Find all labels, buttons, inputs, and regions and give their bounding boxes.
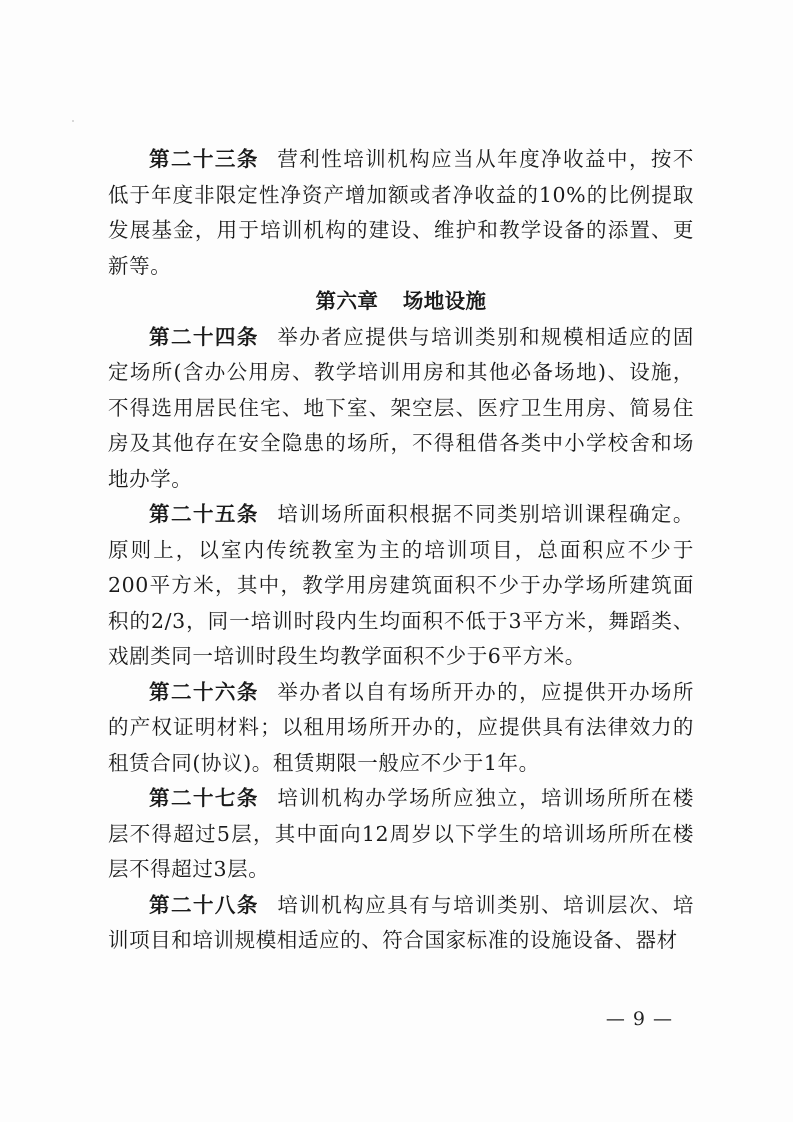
article-text: 培训场所面积根据不同类别培训课程确定。原则上，以室内传统教室为主的培训项目，总面积应不少于200平方米，其中，教学用房建筑面积不少于办学场所建筑面积的2/3，同一培训时段内生均面积不低于3平方米，舞蹈类、戏剧类同一培训时段生均教学面积不少于6平方米。 [108, 502, 695, 668]
article-text: 举办者应提供与培训类别和规模相适应的固定场所(含办公用房、教学培训用房和其他必备场地)、设施，不得选用居民住宅、地下室、架空层、医疗卫生用房、简易住房及其他存在安全隐患的场所，不得租借各类中小学校舍和场地办学。 [108, 324, 695, 491]
article-text: 营利性培训机构应当从年度净收益中，按不低于年度非限定性净资产增加额或者净收益的10%的比例提取发展基金，用于培训机构的建设、维护和教学设备的添置、更新等。 [108, 147, 695, 278]
scan-speck [72, 120, 74, 122]
article-27 [108, 781, 694, 888]
article-number: 第二十七条 [149, 786, 259, 810]
article-text: 培训机构办学场所应独立，培训场所所在楼层不得超过5层，其中面向12周岁以下学生的培训场所所在楼层不得超过3层。 [108, 786, 695, 881]
article-text: 培训机构应具有与培训类别、培训层次、培训项目和培训规模相适应的、符合国家标准的设施设备、器材 [108, 892, 695, 952]
chapter-title: 场地设施 [402, 289, 487, 313]
article-number: 第二十五条 [149, 502, 259, 526]
article-24 [108, 320, 694, 498]
article-text: 举办者以自有场所开办的，应提供开办场所的产权证明材料；以租用场所开办的，应提供具有法律效力的租赁合同(协议)。租赁期限一般应不少于1年。 [108, 679, 695, 775]
article-number: 第二十四条 [149, 324, 259, 349]
article-26 [108, 675, 694, 782]
article-number: 第二十三条 [149, 147, 259, 171]
chapter-heading [108, 284, 694, 320]
article-23 [108, 142, 694, 284]
article-number: 第二十八条 [149, 892, 259, 917]
article-number: 第二十六条 [149, 679, 259, 704]
article-25 [108, 497, 694, 675]
body-text [108, 142, 694, 959]
page-number: — 9 — [605, 1008, 673, 1030]
chapter-number: 第六章 [315, 289, 379, 313]
article-28 [108, 888, 694, 959]
